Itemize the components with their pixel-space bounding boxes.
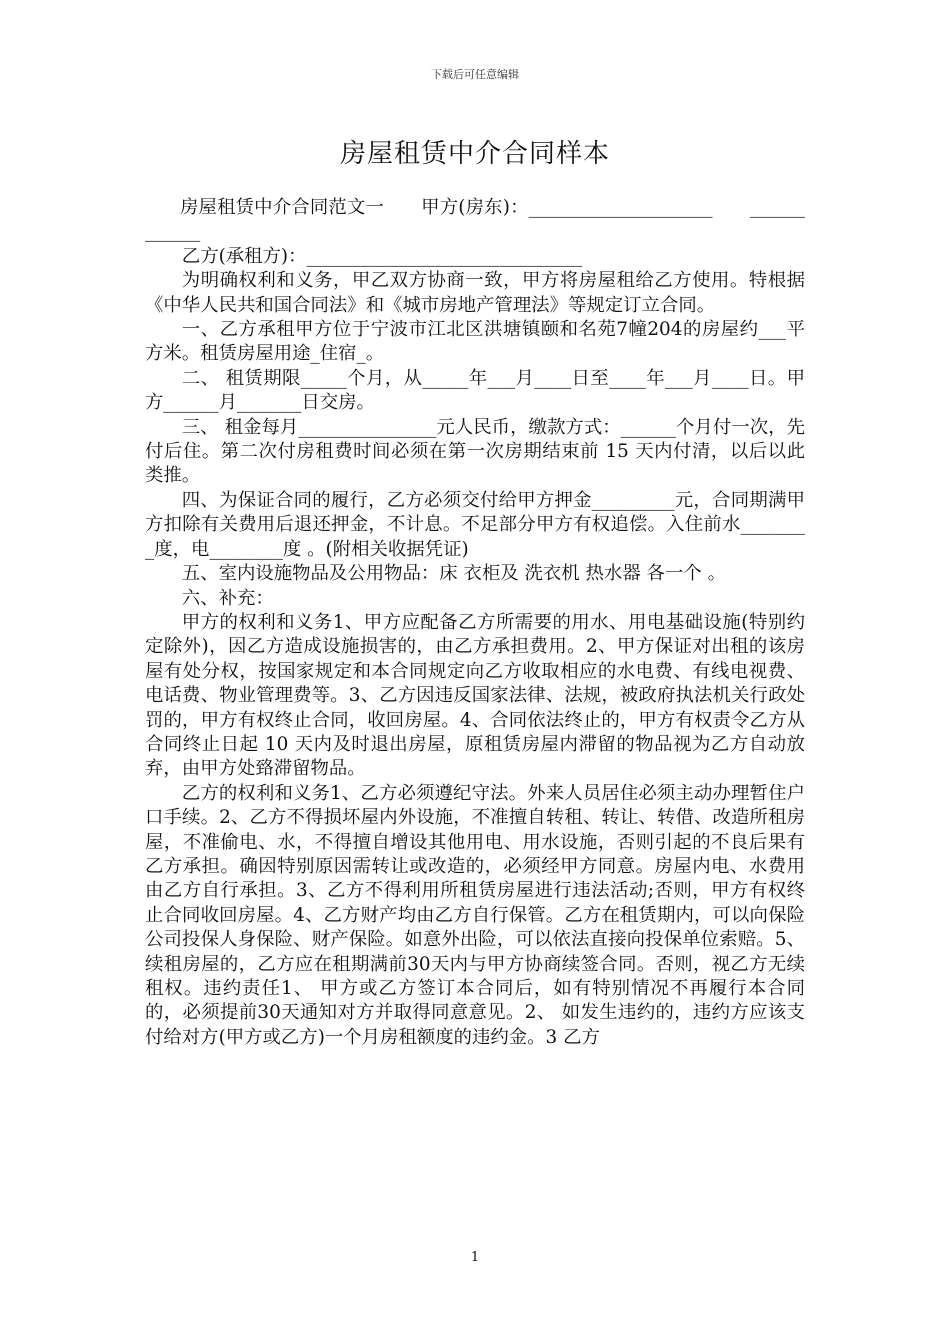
page-number: 1 [470,1250,480,1265]
clause-3: 三、 租金每月_______________元人民币，缴款方式：______个月付一次，先付后住。第二次付房租费时间必须在第一次房期结束前 15 天内付清，以后以此类推。 [145,416,805,487]
clause-2: 二、 租赁期限_____个月，从_____年___月____日至____年___月____日。甲方______月_______日交房。 [145,367,805,414]
intro-line: 房屋租赁中介合同范文一 甲方(房东)：____________________ ____________ [145,197,805,243]
preamble-paragraph: 为明确权利和义务，甲乙双方协商一致，甲方将房屋租给乙方使用。特根据《中华人民共和国合同法》和《城市房地产管理法》等规定订立合同。 [145,270,805,316]
party-a-rights-paragraph: 甲方的权利和义务1、甲方应配备乙方所需要的用水、用电基础设施(特别约定除外)，因乙方造成设施损害的，由乙方承担费用。2、甲方保证对出租的该房屋有处分权，按国家规定和本合同规定向乙方收取相应的水电费、有线电视费、电话费、物业管理费等。3、乙方因违反国家法律、法规，被政府执法机关行政处罚的，甲方有权终止合同，收回房屋。4、合同依法终止的，甲方有权责令乙方从合同终止日起 10 天内及时退出房屋，原租赁房屋内滞留的物品视为乙方自动放弃，由甲方处臵滞留物品。 [145,611,805,780]
header-note: 下载后可任意编辑 [431,68,519,81]
clause-5: 五、室内设施物品及公用物品：床 衣柜及 洗衣机 热水器 各一个 。 [181,563,726,585]
clause-6: 六、补充： [181,587,274,609]
clause-4: 四、为保证合同的履行，乙方必须交付给甲方押金_________元，合同期满甲方扣除有关费用后退还押金，不计息。不足部分甲方有权追偿。入住前水________度，电________度 。(附相关收据凭证) [145,489,805,560]
document-title: 房屋租赁中介合同样本 [339,139,610,169]
party-b-line: 乙方(承租方)：______________________________ [181,245,583,267]
contract-body [145,196,805,1050]
clause-1: 一、乙方承租甲方位于宁波市江北区洪塘镇颐和名苑7幢204的房屋约___平方米。租赁房屋用途_住宿_。 [145,319,805,365]
party-b-rights-paragraph: 乙方的权利和义务1、乙方必须遵纪守法。外来人员居住必须主动办理暂住户口手续。2、乙方不得损坏屋内外设施，不准擅自转租、转让、转借、改造所租房屋，不准偷电、水，不得擅自增设其他用电、用水设施，否则引起的不良后果有乙方承担。确因特别原因需转让或改造的，必须经甲方同意。房屋内电、水费用由乙方自行承担。3、乙方不得利用所租赁房屋进行违法活动;否则，甲方有权终止合同收回房屋。4、乙方财产均由乙方自行保管。乙方在租赁期内，可以向保险公司投保人身保险、财产保险。如意外出险，可以依法直接向投保单位索赔。5、续租房屋的，乙方应在租期满前30天内与甲方协商续签合同。否则，视乙方无续租权。违约责任1、 甲方或乙方签订本合同后，如有特别情况不再履行本合同的，必须提前30天通知对方并取得同意意见。2、 如发生违约的，违约方应该支付给对方(甲方或乙方)一个月房租额度的违约金。3 乙方 [145,782,805,1048]
